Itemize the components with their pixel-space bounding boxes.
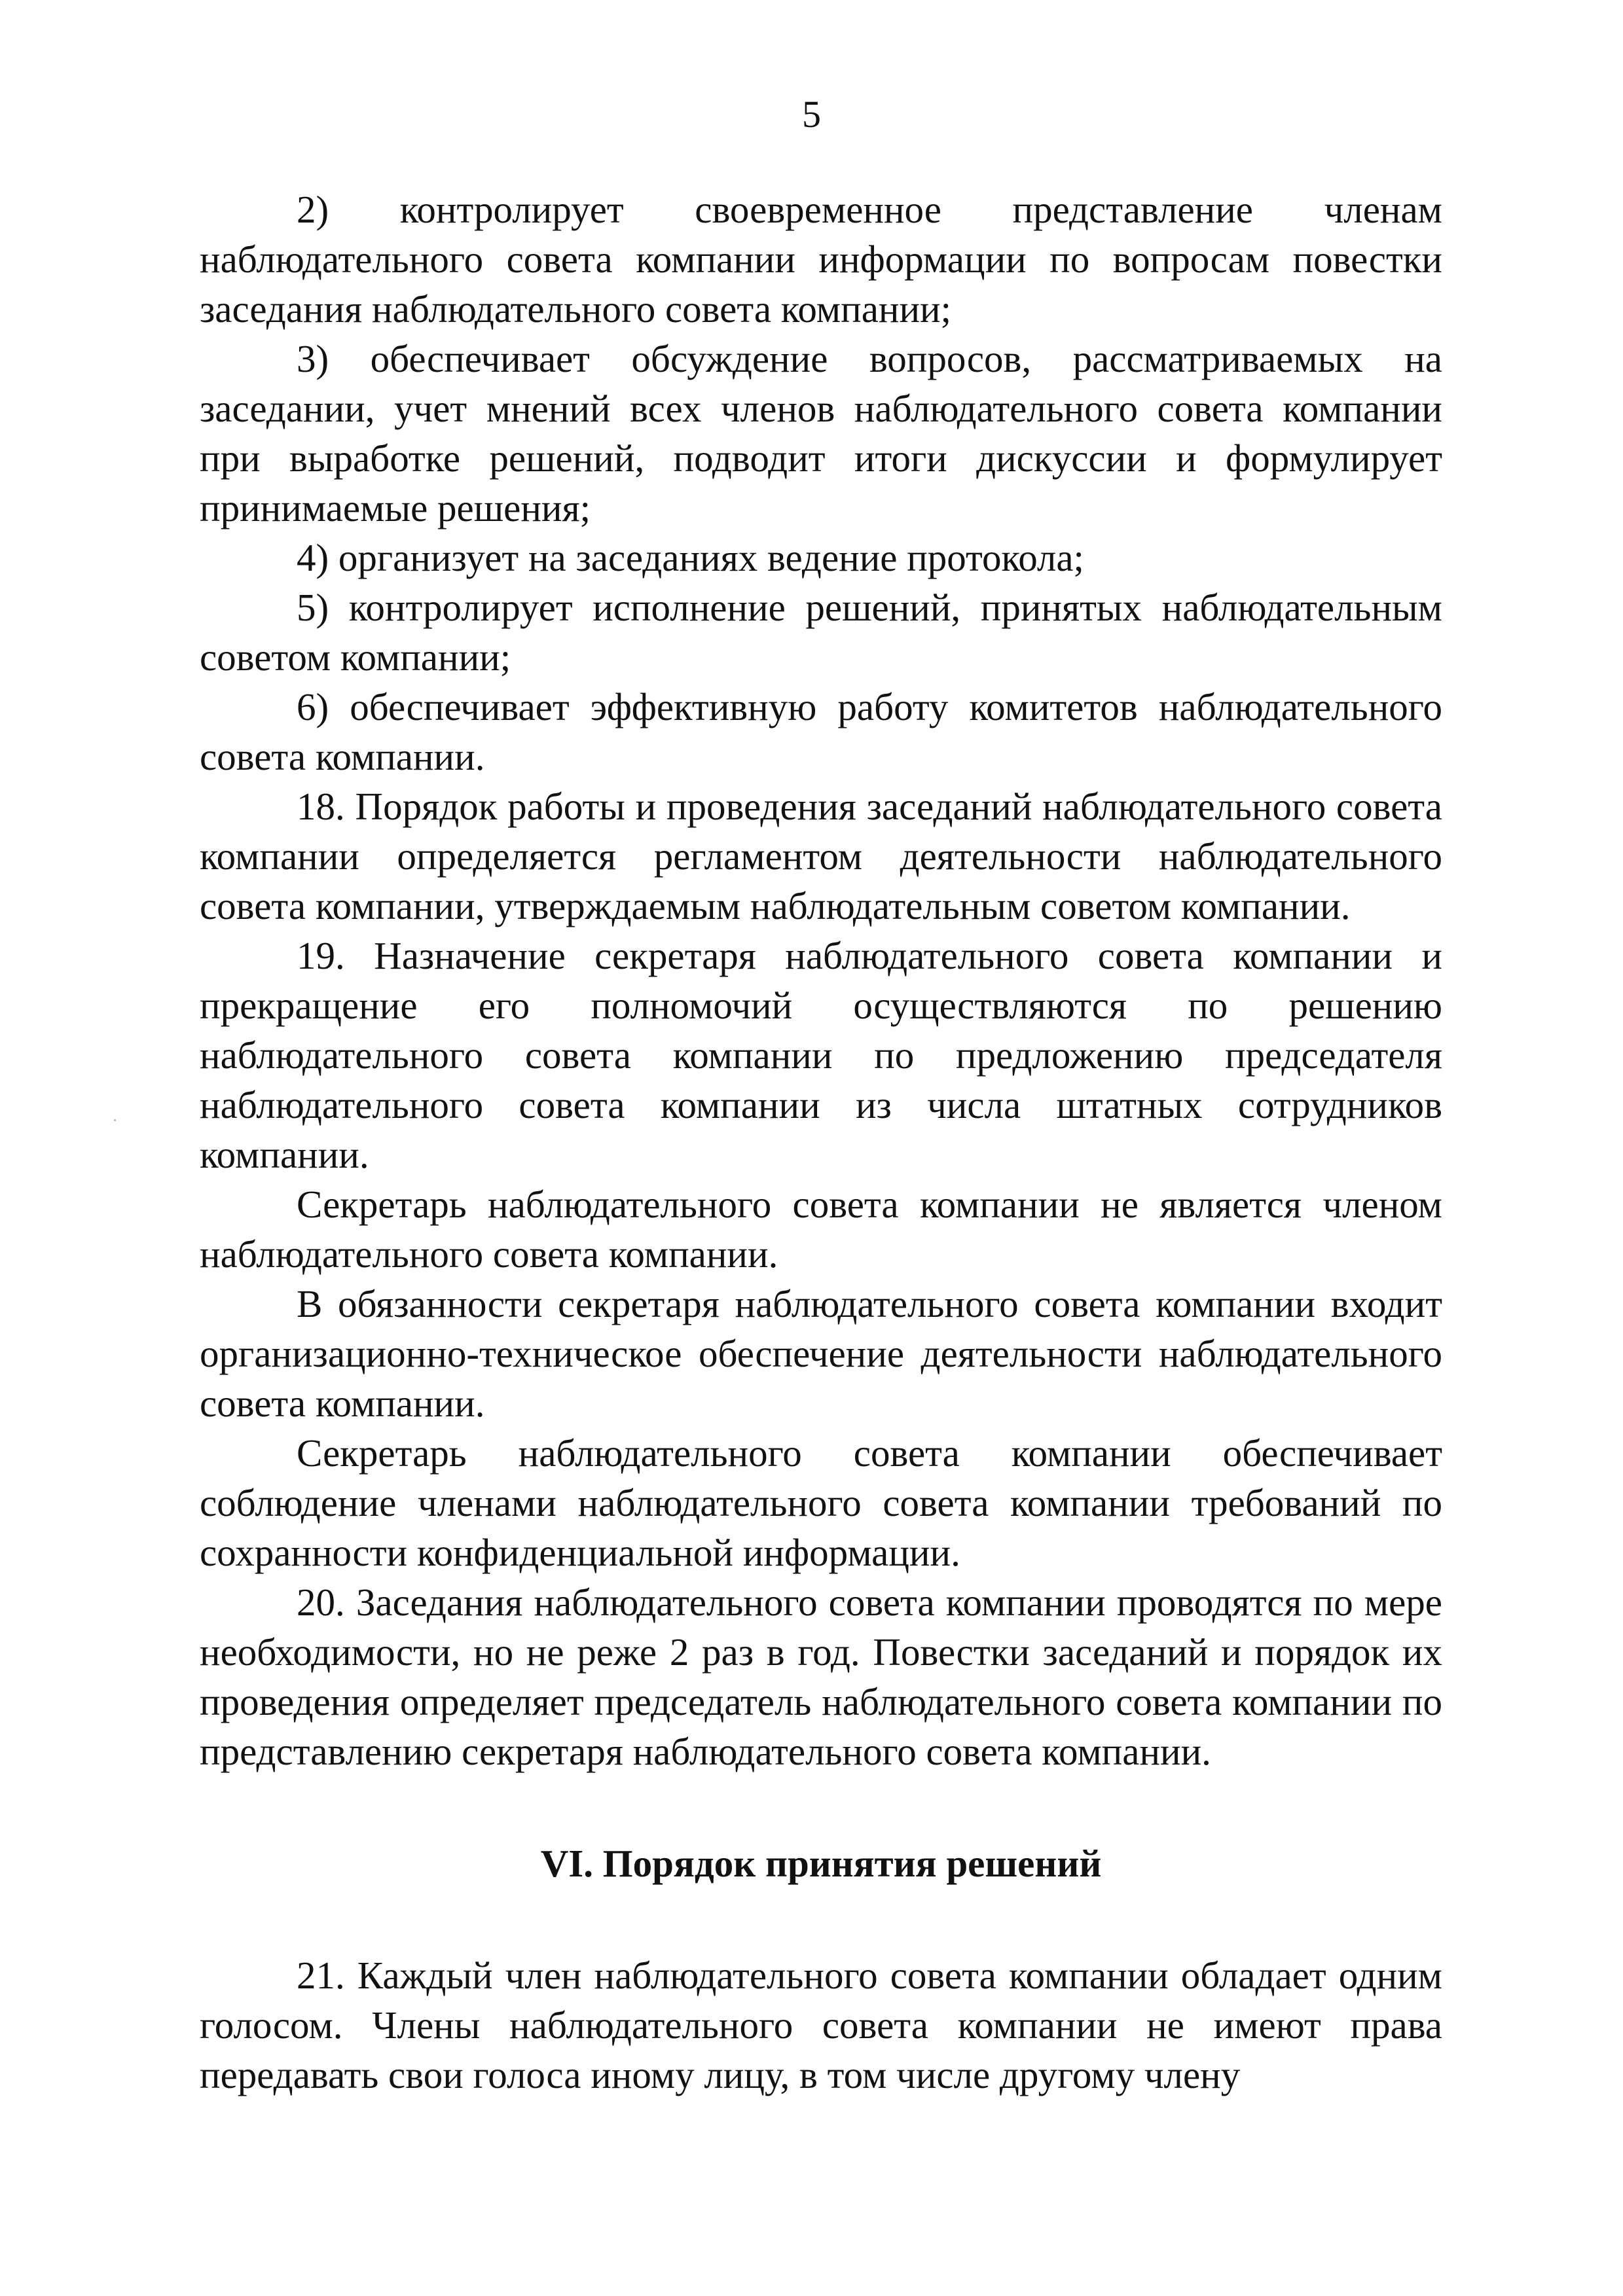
paragraph-item-6: 6) обеспечивает эффективную работу комитетов наблюдательного совета компании. xyxy=(200,685,1442,778)
paragraph-item-2: 2) контролирует своевременное представление членам наблюдательного совета компании информации по вопросам повестки заседания наблюдательного совета компании; xyxy=(200,188,1442,331)
section-heading: VI. Порядок принятия решений xyxy=(540,1842,1102,1885)
page-number: 5 xyxy=(802,93,821,135)
paragraph-secretary-not-member: Секретарь наблюдательного совета компании не является членом наблюдательного совета компании. xyxy=(200,1183,1442,1276)
scan-speck xyxy=(114,1119,116,1121)
paragraph-item-3: 3) обеспечивает обсуждение вопросов, рассматриваемых на заседании, учет мнений всех членов наблюдательного совета компании при выработке решений, подводит итоги дискуссии и формулирует принимаемые решения; xyxy=(200,337,1442,529)
paragraph-item-5: 5) контролирует исполнение решений, принятых наблюдательным советом компании; xyxy=(200,586,1442,679)
paragraph-secretary-duties: В обязанности секретаря наблюдательного совета компании входит организационно-техническое обеспечение деятельности наблюдательного совета компании. xyxy=(200,1282,1442,1425)
paragraph-clause-21: 21. Каждый член наблюдательного совета компании обладает одним голосом. Члены наблюдательного совета компании не имеют права передавать свои голоса иному лицу, в том числе другому члену xyxy=(200,1954,1442,2096)
paragraph-item-4: 4) организует на заседаниях ведение протокола; xyxy=(297,536,1084,579)
paragraph-clause-18: 18. Порядок работы и проведения заседаний наблюдательного совета компании определяется регламентом деятельности наблюдательного совета компании, утверждаемым наблюдательным советом компании. xyxy=(200,785,1442,927)
paragraph-clause-20: 20. Заседания наблюдательного совета компании проводятся по мере необходимости, но не реже 2 раз в год. Повестки заседаний и порядок их проведения определяет председатель наблюдательного совета компании по представлению секретаря наблюдательного совета компании. xyxy=(200,1581,1442,1773)
paragraph-clause-19: 19. Назначение секретаря наблюдательного совета компании и прекращение его полномочий осуществляются по решению наблюдательного совета компании по предложению председателя наблюдательного совета компании из числа штатных сотрудников компании. xyxy=(200,934,1442,1176)
document-body xyxy=(200,185,1442,2100)
paragraph-secretary-confidentiality: Секретарь наблюдательного совета компании обеспечивает соблюдение членами наблюдательного совета компании требований по сохранности конфиденциальной информации. xyxy=(200,1431,1442,1574)
